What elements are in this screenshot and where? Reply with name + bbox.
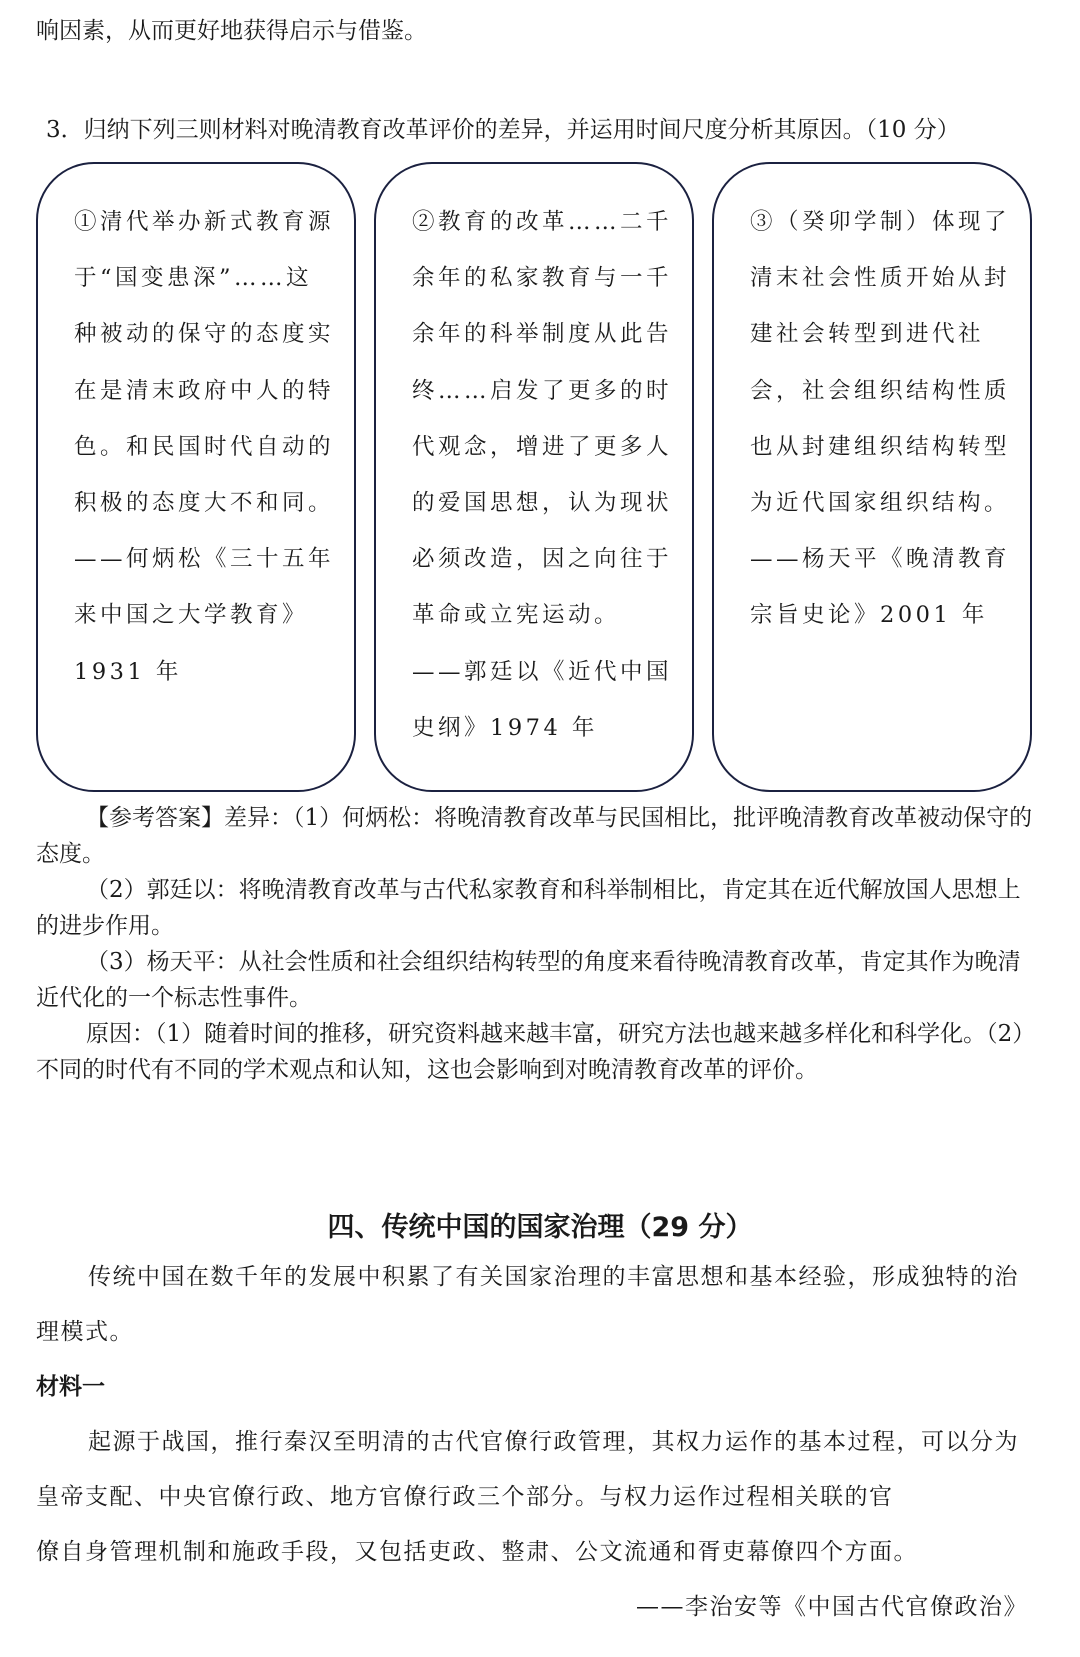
answer-paragraph-1 [36,800,1036,872]
material-line: 皇帝支配、中央官僚行政、地方官僚行政三个部分。与权力运作过程相关联的官 [36,1484,894,1510]
box-line: 也从封建组织结构转型 [750,433,1011,460]
box-line: ②教育的改革……二千 [412,209,673,235]
box-line: 会，社会组织结构性质 [750,377,1011,404]
box-line: 的爱国思想，认为现状 [412,490,673,517]
box-line: 色。和民国时代自动的 [74,433,335,460]
answer-label: 【参考答案】 [86,805,224,831]
continuation-text: 响因素，从而更好地获得启示与借鉴。 [36,18,427,44]
box-line: 建社会转型到进代社 [750,321,985,348]
answer-paragraph-3: （3）杨天平：从社会性质和社会组织结构转型的角度来看待晚清教育改革，肯定其作为晚清近代化的一个标志性事件。 [36,949,1021,1011]
box-source: 来中国之大学教育》 [74,602,309,629]
box-line: 代观念，增进了更多人 [412,433,673,460]
box-source: ——郭廷以《近代中国 [412,658,673,685]
box-line: 终……启发了更多的时 [412,377,673,404]
section-title: 四、传统中国的国家治理（29 分） [327,1212,753,1243]
box-source: 史纲》1974 年 [412,714,598,741]
material-source: ——李治安等《中国古代官僚政治》 [636,1594,1028,1620]
box-source: 宗旨史论》2001 年 [750,602,988,629]
material-line: 起源于战国，推行秦汉至明清的古代官僚行政管理，其权力运作的基本过程，可以分为 [88,1429,1019,1455]
box-line: 种被动的保守的态度实 [74,321,335,348]
question-3: 3．归纳下列三则材料对晚清教育改革评价的差异，并运用时间尺度分析其原因。（10 分） [46,117,960,143]
box-line: ③（癸卯学制）体现了 [750,209,1011,235]
box-line: 为近代国家组织结构。 [750,490,1011,517]
material-line: 僚自身管理机制和施政手段，又包括吏政、整肃、公文流通和胥吏幕僚四个方面。 [36,1539,918,1565]
intro-line: 理模式。 [36,1319,134,1345]
box-line: ①清代举办新式教育源 [74,209,335,235]
box-source: ——杨天平《晚清教育 [750,546,1011,573]
answer-paragraph-4: 原因：（1）随着时间的推移，研究资料越来越丰富，研究方法也越来越多样化和科学化。（2）不同的时代有不同的学术观点和认知，这也会影响到对晚清教育改革的评价。 [36,1021,1036,1083]
box-line: 必须改造，因之向往于 [412,546,673,573]
material-box-3 [712,162,1032,792]
box-line: 余年的私家教育与一千 [412,265,673,292]
box-source: 1931 年 [74,658,182,685]
box-line: 清末社会性质开始从封 [750,265,1011,292]
box-line: 积极的态度大不和同。 [74,490,335,517]
box-line: 余年的科举制度从此告 [412,321,673,348]
intro-line: 传统中国在数千年的发展中积累了有关国家治理的丰富思想和基本经验，形成独特的治 [88,1264,1019,1290]
material-label: 材料一 [36,1374,105,1400]
answer-text: 差异：（1）何炳松：将晚清教育改革与民国相比，批评晚清教育改革被动保守的态度。 [36,805,1033,867]
box-line: 革命或立宪运动。 [412,602,621,629]
material-box-2 [374,162,694,792]
box-source: ——何炳松《三十五年 [74,546,335,573]
box-line: 于“国变患深”……这 [74,265,313,292]
material-box-1 [36,162,356,792]
answer-paragraph-2: （2）郭廷以：将晚清教育改革与古代私家教育和科举制相比，肯定其在近代解放国人思想上的进步作用。 [36,877,1021,939]
box-line: 在是清末政府中人的特 [74,377,335,404]
